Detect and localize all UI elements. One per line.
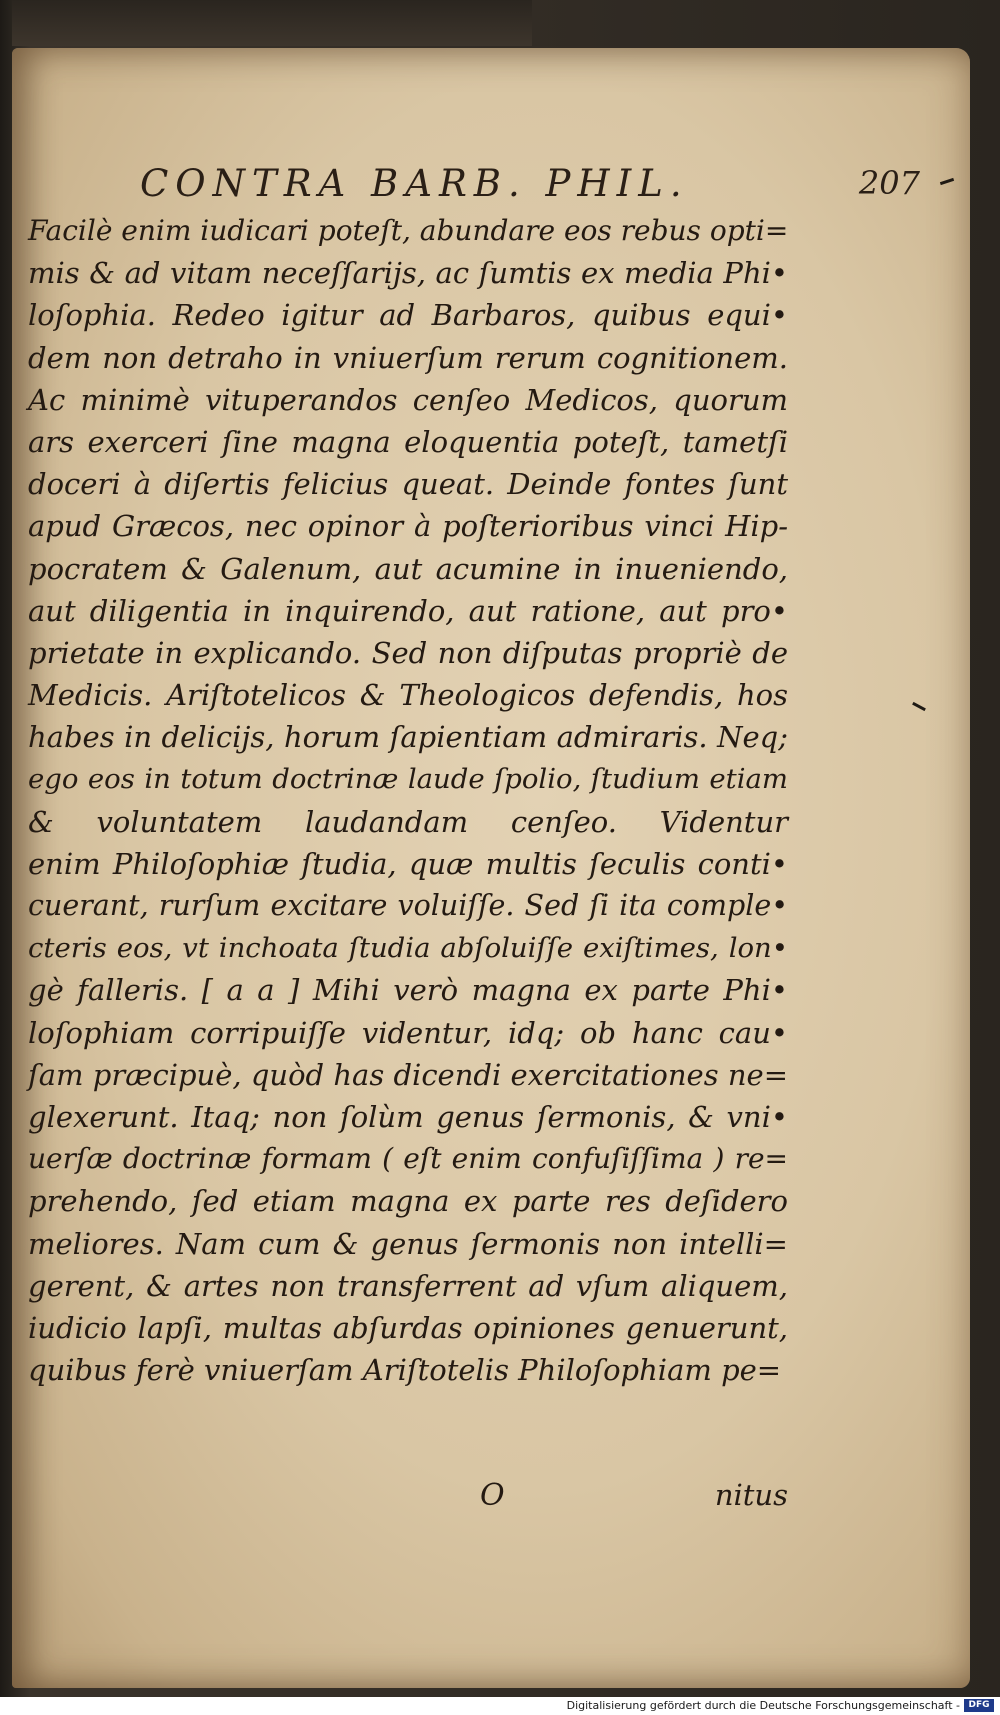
page-number: 207 [858, 164, 920, 202]
body-text [28, 210, 788, 1391]
text-line: prietate in explicando. Sed non diſputas propriè de [28, 635, 788, 670]
text-line: glexerunt. Itaq; non ſolùm genus ſermonis, & vni• [28, 1099, 788, 1134]
text-line: aut diligentia in inquirendo, aut ratione, aut pro• [28, 593, 788, 628]
text-line: prehendo, ſed etiam magna ex parte res deſidero [28, 1184, 788, 1219]
text-line: cteris eos, vt inchoata ſtudia abſoluiſſe exiſtimes, lon• [28, 932, 788, 965]
text-line: dem non detraho in vniuerſum rerum cognitionem. [28, 340, 788, 375]
text-line: pocratem & Galenum, aut acumine in inueniendo, [28, 551, 788, 586]
text-line: meliores. Nam cum & genus ſermonis non intelli= [28, 1226, 788, 1261]
text-line: apud Græcos, nec opinor à poſterioribus vinci Hip- [28, 509, 788, 544]
text-line: doceri à diſertis felicius queat. Deinde fontes ſunt [28, 467, 788, 502]
text-line: gè falleris. [ a a ] Mihi verò magna ex parte Phi• [28, 973, 788, 1008]
catchword: nitus [714, 1478, 788, 1512]
text-line: ſam præcipuè, quòd has dicendi exercitationes ne= [28, 1057, 788, 1092]
text-line: & voluntatem laudandam cenſeo. Videntur [28, 804, 788, 839]
text-line: gerent, & artes non transferrent ad vſum aliquem, [28, 1268, 788, 1303]
text-line: Medicis. Ariſtotelicos & Theologicos defendis, hos [28, 678, 788, 713]
text-line: Facilè enim iudicari poteſt, abundare eos rebus opti= [28, 214, 789, 247]
text-line: Ac minimè vituperandos cenſeo Medicos, quorum [28, 382, 788, 417]
text-line: habes in delicijs, horum ſapientiam admiraris. Neq; [28, 720, 788, 755]
page-edge-shadow [12, 0, 532, 46]
text-line: ego eos in totum doctrinæ laude ſpolio, ſtudium etiam [28, 763, 788, 796]
text-line: ars exerceri ſine magna eloquentia poteſt, tametſi [28, 424, 788, 459]
text-line: uerſæ doctrinæ formam ( eſt enim confuſiſſima ) re= [28, 1142, 788, 1176]
dfg-logo: DFG [964, 1699, 994, 1712]
text-line: iudicio lapſi, multas abſurdas opiniones genuerunt, [28, 1310, 788, 1345]
running-title: CONTRA BARB. PHIL. [140, 162, 689, 205]
text-line: cuerant, rurſum excitare voluiſſe. Sed ſi ita comple• [28, 889, 788, 922]
catchword-row [28, 1478, 788, 1522]
text-line: quibus ferè vniuerſam Ariſtotelis Philoſophiam pe= [28, 1353, 782, 1388]
text-line: mis & ad vitam neceſſarijs, ac ſumtis ex media Phi• [28, 256, 788, 291]
text-line: loſophia. Redeo igitur ad Barbaros, quibus equi• [28, 298, 788, 333]
digitization-credit: Digitalisierung gefördert durch die Deutsche Forschungsgemeinschaft - [566, 1699, 960, 1712]
text-line: enim Philoſophiæ ſtudia, quæ multis ſeculis conti• [28, 846, 788, 881]
text-line: loſophiam corripuiſſe videntur, idq; ob hanc cau• [28, 1015, 788, 1050]
signature-mark: O [480, 1478, 505, 1513]
